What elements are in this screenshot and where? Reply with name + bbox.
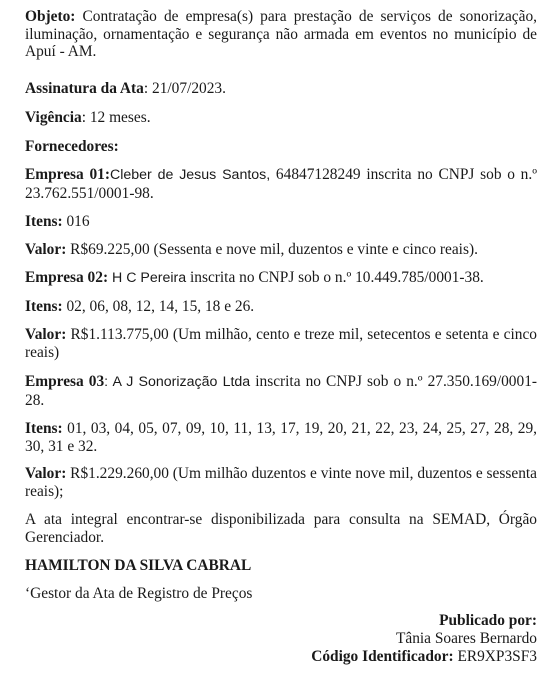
empresa-03-name: : A J Sonorização Ltda bbox=[104, 374, 251, 390]
itens-value: 01, 03, 04, 05, 07, 09, 10, 11, 13, 17, 19, 20, 21, 22, 23, 24, 25, 27, 28, 29, 30, 31 e 32. bbox=[25, 420, 537, 455]
empresa-02-paragraph bbox=[25, 269, 537, 288]
empresa-02-itens bbox=[25, 298, 537, 316]
empresa-02-name: H C Pereira bbox=[108, 270, 187, 286]
fornecedores-label: Fornecedores: bbox=[25, 138, 119, 155]
signatario-text: HAMILTON DA SILVA CABRAL bbox=[25, 557, 252, 574]
assinatura-paragraph bbox=[25, 80, 537, 98]
ata-integral-paragraph: A ata integral encontrar-se disponibilizada para consulta na SEMAD, Órgão Gerenciador. bbox=[25, 511, 537, 546]
assinatura-label: Assinatura da Ata bbox=[25, 80, 144, 97]
valor-value: R$1.229.260,00 (Um milhão duzentos e vinte nove mil, duzentos e sessenta reais); bbox=[25, 465, 537, 500]
valor-value: R$1.113.775,00 (Um milhão, cento e treze mil, setecentos e setenta e cinco reais) bbox=[25, 326, 537, 361]
vigencia-label: Vigência bbox=[25, 109, 82, 126]
itens-label: Itens: bbox=[25, 420, 63, 437]
codigo-label: Código Identificador: bbox=[311, 648, 454, 665]
itens-value: 02, 06, 08, 12, 14, 15, 18 e 26. bbox=[62, 298, 255, 315]
empresa-03-itens bbox=[25, 420, 537, 455]
vigencia-text: : 12 meses. bbox=[81, 109, 151, 126]
empresa-03-valor bbox=[25, 465, 537, 500]
itens-label: Itens: bbox=[25, 298, 63, 315]
valor-value: R$69.225,00 (Sessenta e nove mil, duzentos e vinte e cinco reais). bbox=[66, 241, 478, 258]
codigo-identificador bbox=[25, 648, 537, 666]
empresa-02-valor bbox=[25, 326, 537, 361]
empresa-01-label: Empresa 01: bbox=[25, 166, 110, 183]
itens-value: 016 bbox=[62, 213, 90, 230]
publicado-label-text: Publicado por: bbox=[439, 612, 537, 629]
empresa-03-text: inscrita no CNPJ sob o n.º 27.350.169/0001-28. bbox=[25, 373, 538, 409]
itens-label: Itens: bbox=[25, 213, 63, 230]
objeto-label: Objeto: bbox=[25, 8, 76, 25]
fornecedores-heading bbox=[25, 138, 537, 156]
codigo-value: ER9XP3SF3 bbox=[453, 648, 537, 665]
vigencia-paragraph bbox=[25, 109, 537, 127]
publicado-nome: Tânia Soares Bernardo bbox=[395, 630, 537, 647]
objeto-text: Contratação de empresa(s) para prestação de serviços de sonorização, iluminação, ornamentação e segurança não armada em eventos no município de Apuí - AM. bbox=[25, 8, 537, 60]
empresa-02-label: Empresa 02: bbox=[25, 269, 109, 286]
valor-label: Valor: bbox=[25, 326, 67, 343]
empresa-01-itens bbox=[25, 213, 537, 231]
assinatura-text: : 21/07/2023. bbox=[143, 80, 226, 97]
valor-label: Valor: bbox=[25, 465, 67, 482]
signatario-name bbox=[25, 557, 537, 575]
empresa-01-text: 64847128249 inscrita no CNPJ sob o n.º 23.762.551/0001-98. bbox=[25, 166, 537, 202]
empresa-03-paragraph bbox=[25, 373, 537, 409]
objeto-paragraph bbox=[25, 8, 537, 61]
empresa-01-paragraph bbox=[25, 166, 537, 202]
publicado-label bbox=[25, 612, 537, 630]
valor-label: Valor: bbox=[25, 241, 67, 258]
empresa-01-valor bbox=[25, 241, 537, 259]
empresa-01-name: Cleber de Jesus Santos, bbox=[109, 167, 271, 183]
empresa-02-text: inscrita no CNPJ sob o n.º 10.449.785/0001-38. bbox=[186, 269, 484, 286]
signatario-cargo: ‘Gestor da Ata de Registro de Preços bbox=[25, 585, 253, 602]
empresa-03-label: Empresa 03 bbox=[25, 373, 105, 390]
